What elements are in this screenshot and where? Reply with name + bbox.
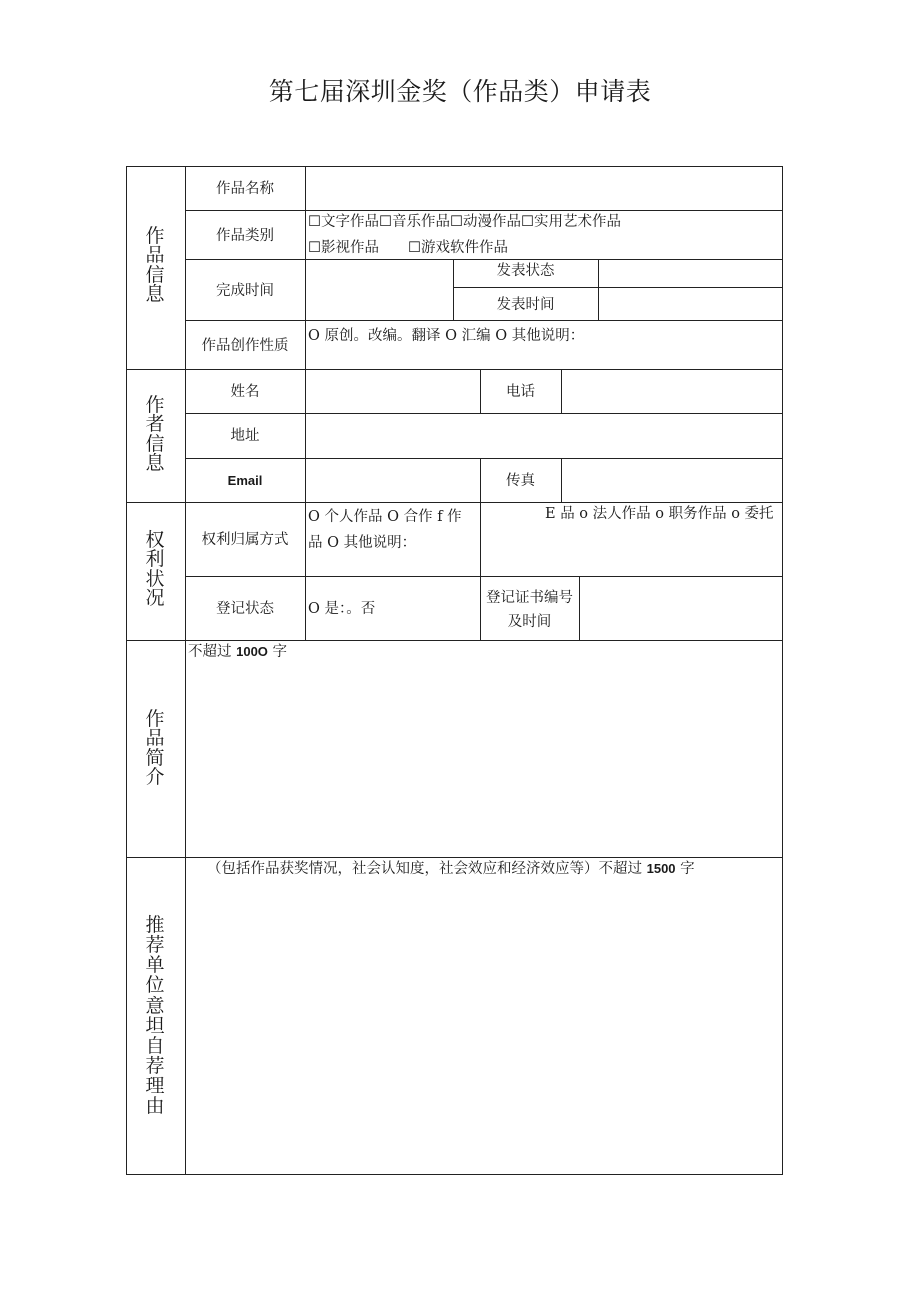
section-divider <box>126 640 783 641</box>
author-name-label: 姓名 <box>230 384 260 400</box>
grid-line <box>185 210 783 211</box>
fax-field[interactable] <box>562 459 782 502</box>
intro-word-limit: 100O <box>236 644 268 659</box>
fax-label: 传真 <box>506 473 535 489</box>
section-divider <box>126 502 783 503</box>
intro-hint <box>188 643 287 661</box>
grid-line <box>185 320 783 321</box>
registration-status-label: 登记状态 <box>216 601 274 617</box>
form-title: 第七届深圳金奖（作品类）申请表 <box>268 77 652 106</box>
certificate-label-row1: 登记证书编号 <box>486 590 573 606</box>
certificate-field[interactable] <box>580 577 782 640</box>
intro-hint-prefix: 不超过 <box>188 644 237 660</box>
section-title-recommend: 推荐单位意坦自荐理由 <box>145 914 165 1118</box>
recommend-hint <box>207 860 695 878</box>
registration-status-options[interactable]: O 是：。否 <box>308 601 376 617</box>
publish-time-label: 发表时间 <box>496 297 555 313</box>
email-label: Email <box>227 473 263 488</box>
recommend-hint-prefix: （包括作品获奖情况，社会认知度，社会效应和经济效应等）不超过 <box>207 861 647 877</box>
section-title-intro: 作品简介 <box>145 708 165 789</box>
work-category-options-row1[interactable]: ☐文字作品☐音乐作品☐动漫作品☐实用艺术作品 <box>308 214 621 230</box>
completion-time-field[interactable] <box>306 260 453 320</box>
publish-time-field[interactable] <box>599 288 782 320</box>
work-category-label: 作品类别 <box>216 228 274 244</box>
author-name-field[interactable] <box>306 370 480 413</box>
work-category-options-row2[interactable]: ☐影视作品 ☐游戏软件作品 <box>308 240 508 256</box>
publish-status-field[interactable] <box>599 260 782 287</box>
ownership-options-right[interactable]: E 品 o 法人作品 o 职务作品 o 委托 <box>545 506 774 522</box>
email-field[interactable] <box>306 459 480 502</box>
recommend-hint-suffix: 字 <box>675 861 695 877</box>
completion-time-label: 完成时间 <box>216 283 274 299</box>
certificate-label-row2: 及时间 <box>507 614 552 630</box>
section-divider <box>126 857 783 858</box>
intro-textarea[interactable] <box>186 665 782 857</box>
work-name-field[interactable] <box>306 167 782 210</box>
section-title-rights: 权利状况 <box>145 529 165 610</box>
ownership-label: 权利归属方式 <box>201 532 289 548</box>
recommend-textarea[interactable] <box>186 882 782 1174</box>
ownership-options-left-row1[interactable]: O 个人作品 O 合作 f 作 <box>308 509 462 525</box>
section-title-author-info: 作者信息 <box>145 394 165 475</box>
address-label: 地址 <box>230 428 260 444</box>
recommend-word-limit: 1500 <box>646 861 676 876</box>
intro-hint-suffix: 字 <box>267 644 288 660</box>
creation-nature-options[interactable]: O 原创。改编。翻译 O 汇编 O 其他说明： <box>308 328 585 344</box>
phone-field[interactable] <box>562 370 782 413</box>
work-name-label: 作品名称 <box>216 181 274 197</box>
address-field[interactable] <box>306 414 782 458</box>
table-border-bottom <box>126 1174 783 1175</box>
phone-label: 电话 <box>506 384 535 400</box>
creation-nature-label: 作品创作性质 <box>201 338 289 354</box>
table-border-right <box>782 166 783 1175</box>
section-title-work-info: 作品信息 <box>145 225 165 306</box>
publish-status-label: 发表状态 <box>496 263 555 279</box>
ownership-options-left-row2[interactable]: 品 O 其他说明： <box>308 535 417 551</box>
